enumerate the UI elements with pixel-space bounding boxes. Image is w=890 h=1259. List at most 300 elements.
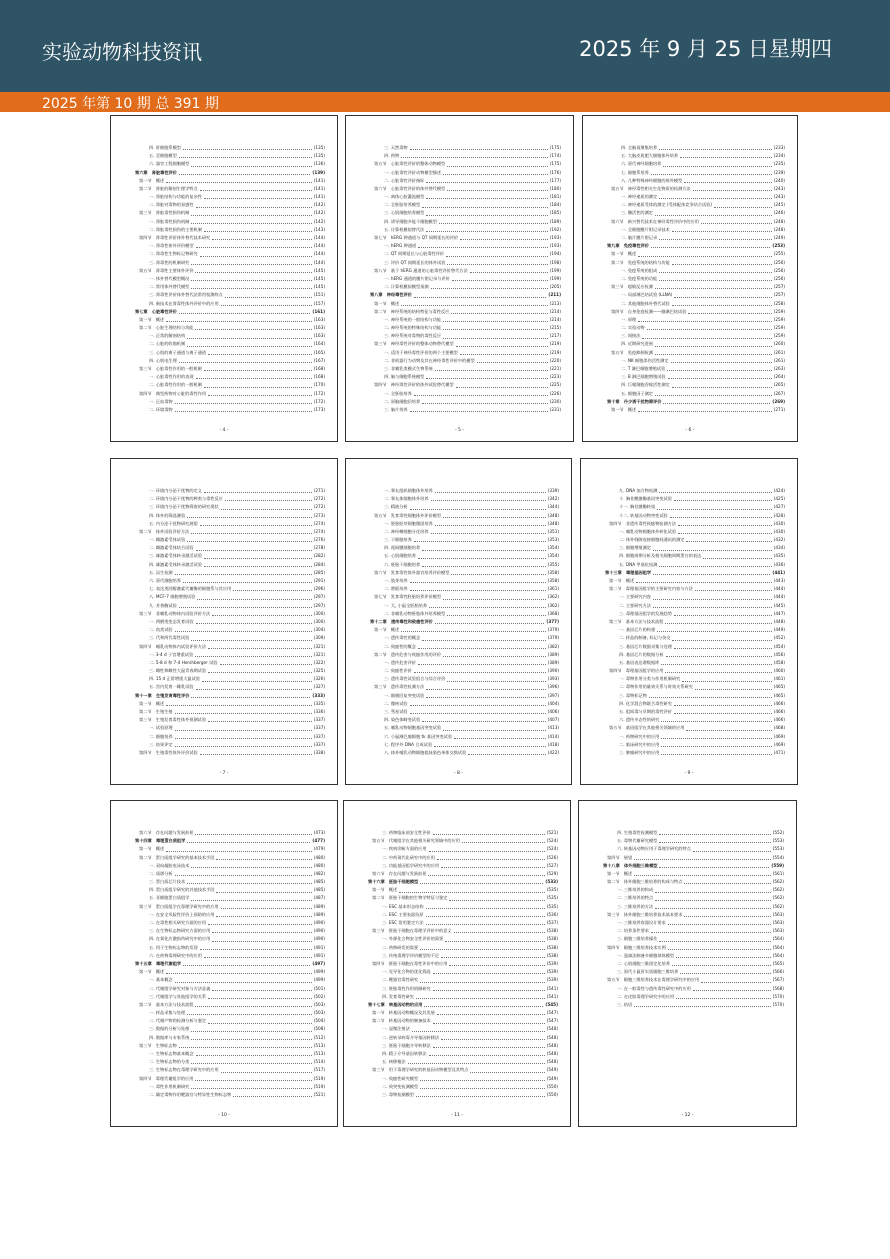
toc-entry-title: 三. 毒理基因组学的发展趋势 — [619, 610, 672, 616]
toc-entry-title: 一. 哺乳动物细胞体外转化试验 — [619, 528, 677, 534]
toc-page-thumbnail — [110, 115, 338, 442]
toc-leader-dots — [693, 851, 771, 852]
toc-entry-title: 三. 蛋白质芯片技术 — [149, 879, 186, 885]
toc-entry-page: (549) — [546, 1067, 558, 1073]
toc-entry — [135, 952, 325, 960]
toc-leader-dots — [179, 607, 312, 608]
toc-leader-dots — [447, 190, 548, 191]
toc-entry — [370, 749, 559, 757]
toc-entry — [370, 193, 561, 201]
toc-leader-dots — [655, 215, 772, 216]
toc-entry — [607, 242, 785, 250]
toc-leader-dots — [208, 354, 312, 355]
toc-entry — [370, 390, 561, 398]
toc-entry-page: (248) — [773, 226, 785, 232]
toc-leader-dots — [195, 329, 311, 330]
toc-entry-page: (407) — [547, 717, 559, 723]
toc-leader-dots — [714, 207, 772, 208]
toc-entry-page: (501) — [313, 985, 325, 991]
toc-entry-title: 一. 神经递质的测定 — [621, 194, 658, 200]
toc-entry-title: 一. 遗传危害评价 — [384, 659, 416, 665]
toc-entry — [135, 692, 325, 700]
toc-entry-page: (325) — [313, 668, 325, 674]
toc-entry-title: 二. 睾丸体细胞体外培养 — [384, 496, 429, 502]
toc-entry — [135, 218, 325, 226]
toc-leader-dots — [166, 705, 312, 706]
toc-entry-title: 第二节 体外试验评价方法 — [139, 528, 190, 534]
toc-entry — [135, 593, 325, 601]
toc-entry — [135, 960, 325, 968]
toc-entry-page: (466) — [773, 717, 785, 723]
toc-leader-dots — [680, 157, 772, 158]
toc-leader-dots — [451, 574, 545, 575]
toc-entry-title: 一. 胚胎胚芽细胞微团培养 — [384, 520, 433, 526]
toc-entry-title: 第二节 神经系统的结构特征与毒性反应 — [374, 308, 450, 314]
toc-entry-title: 三. 心肌的离子通道与离子通道 — [149, 349, 207, 355]
toc-entry-page: (163) — [313, 325, 325, 331]
toc-entry — [368, 1091, 558, 1099]
toc-entry — [370, 626, 559, 634]
toc-entry — [370, 667, 559, 675]
toc-entry — [135, 528, 325, 536]
toc-entry — [607, 169, 785, 177]
toc-entry — [605, 503, 785, 511]
toc-entry — [135, 935, 325, 943]
toc-entry — [370, 152, 561, 160]
toc-entry-page: (326) — [313, 676, 325, 682]
toc-entry-title: 三. 功能基因组学研究中的应用 — [382, 862, 440, 868]
toc-entry — [135, 291, 325, 299]
toc-entry — [135, 927, 325, 935]
toc-entry-page: (145) — [313, 284, 325, 290]
toc-entry — [370, 275, 561, 283]
toc-entry-title: 二. 常用体外替代模型 — [149, 284, 190, 290]
toc-entry — [135, 634, 325, 642]
toc-entry-title: 二. 在毒性相关研究方面的应用 — [149, 920, 207, 926]
toc-entry-title: 第五节 发育毒性细胞体外评价模型 — [374, 512, 442, 518]
toc-entry — [135, 169, 325, 177]
toc-entry-title: 五. 甾生检测 — [149, 569, 173, 575]
toc-leader-dots — [663, 166, 771, 167]
toc-leader-dots — [661, 738, 771, 739]
toc-entry-title: 二. 代谢产物的检测分析与鉴定 — [149, 1018, 207, 1024]
toc-entry-title: 三. 三维培养的方法 — [617, 903, 654, 909]
toc-entry — [607, 308, 785, 316]
toc-entry-page: (563) — [772, 920, 784, 926]
toc-entry — [603, 845, 784, 853]
toc-entry — [135, 210, 325, 218]
toc-entry-title: 第二节 转基因动物的制备技术 — [372, 1018, 431, 1024]
toc-entry-page: (348) — [547, 520, 559, 526]
toc-entry-title: 一. 试验原理 — [149, 725, 173, 731]
toc-entry — [607, 291, 785, 299]
toc-entry-title: 三. 代谢组学与其他组学的关系 — [149, 993, 207, 999]
toc-entry — [368, 886, 558, 894]
toc-entry — [135, 201, 325, 209]
toc-entry — [605, 684, 785, 692]
toc-entry — [368, 878, 558, 886]
toc-entry — [370, 283, 561, 291]
toc-entry-page: (271) — [773, 406, 785, 412]
toc-leader-dots — [659, 149, 772, 150]
toc-entry — [370, 226, 561, 234]
toc-entry-title: 一. 适用于神经毒性评价的两个主要模型 — [384, 349, 458, 355]
toc-entry-title: 二. 毒物作用的量效关系与时效关系研究 — [619, 684, 693, 690]
toc-leader-dots — [653, 599, 772, 600]
toc-entry-page: (257) — [773, 292, 785, 298]
toc-entry-page: (444) — [773, 594, 785, 600]
toc-entry-title: 二. 全胚胎培养模型 — [384, 202, 421, 208]
toc-entry-page: (465) — [773, 684, 785, 690]
toc-entry-title: 一. 三维培养的构成 — [617, 887, 654, 893]
toc-entry-page: (418) — [547, 741, 559, 747]
toc-leader-dots — [443, 329, 548, 330]
toc-entry-title: 三. 胚胎干细胞介导转移法 — [382, 1042, 431, 1048]
toc-entry — [370, 349, 561, 357]
toc-leader-dots — [642, 338, 771, 339]
toc-leader-dots — [422, 640, 546, 641]
toc-leader-dots — [200, 256, 312, 257]
toc-entry-page: (485) — [313, 879, 325, 885]
toc-entry — [368, 854, 558, 862]
toc-leader-dots — [446, 256, 548, 257]
toc-leader-dots — [418, 648, 546, 649]
toc-entry — [135, 870, 325, 878]
toc-entry-page: (548) — [546, 1026, 558, 1032]
toc-entry — [370, 267, 561, 275]
toc-entry-page: (538) — [546, 952, 558, 958]
toc-leader-dots — [426, 198, 547, 199]
toc-entry — [135, 684, 325, 692]
toc-leader-dots — [414, 395, 548, 396]
toc-entry-page: (167) — [313, 357, 325, 363]
toc-leader-dots — [187, 541, 312, 542]
toc-entry-page: (141) — [313, 194, 325, 200]
toc-entry-title: 一. 疾病诊断方面的应用 — [382, 846, 427, 852]
toc-entry-title: 一. 神经系统的一般结构与功能 — [384, 316, 442, 322]
toc-entry — [135, 349, 325, 357]
toc-leader-dots — [191, 215, 311, 216]
toc-entry-page: (291) — [313, 578, 325, 584]
toc-entry-page: (337) — [313, 733, 325, 739]
toc-entry-title: 七. 细胞系培养 — [621, 169, 649, 175]
toc-leader-dots — [426, 916, 545, 917]
toc-entry — [135, 503, 325, 511]
toc-entry-page: (526) — [546, 854, 558, 860]
toc-entry-page: (541) — [546, 993, 558, 999]
toc-entry-title: 七. 程序外 DNA 合成试验 — [384, 741, 433, 747]
toc-entry — [135, 911, 325, 919]
toc-entry-title: 三. 生物标志物在毒理学研究中的应用 — [149, 1067, 219, 1073]
toc-entry-title: 四. 脑与细胞系统模型 — [384, 374, 425, 380]
toc-entry-title: 第一节 概述 — [374, 627, 400, 633]
toc-entry-title: 第六节 新兴替代技术在神经毒性评价中的应用 — [611, 218, 699, 224]
toc-entry-page: (164) — [313, 341, 325, 347]
publication-date: 2025 年 9 月 25 日星期四 — [579, 37, 832, 61]
toc-leader-dots — [454, 738, 546, 739]
toc-entry — [135, 886, 325, 894]
toc-entry-page: (337) — [313, 725, 325, 731]
toc-leader-dots — [674, 297, 771, 298]
toc-entry-page: (193) — [549, 235, 561, 241]
toc-leader-dots — [449, 900, 544, 901]
toc-leader-dots — [668, 924, 771, 925]
toc-entry-title: 第三节 用于毒理学研究的转基因动物模型及其特点 — [372, 1067, 469, 1073]
toc-entry — [135, 749, 325, 757]
toc-leader-dots — [695, 689, 772, 690]
toc-entry — [135, 300, 325, 308]
toc-entry-title: 第五节 神经毒性相关生化物质的检测方法 — [611, 185, 691, 191]
toc-entry-title: 第十三章 毒理基因组学 — [605, 569, 652, 575]
toc-entry-page: (449) — [773, 627, 785, 633]
toc-entry-title: 五. 计算机模拟替代法 — [384, 226, 425, 232]
toc-entry — [135, 398, 325, 406]
toc-entry-title: 三. 细胞三维培养操作 — [617, 936, 658, 942]
toc-entry-page: (548) — [546, 1051, 558, 1057]
toc-entry — [135, 1001, 325, 1009]
toc-leader-dots — [414, 541, 546, 542]
toc-entry — [135, 1075, 325, 1083]
toc-entry-page: (135) — [313, 153, 325, 159]
toc-entry-page: (180) — [549, 185, 561, 191]
toc-leader-dots — [412, 1031, 545, 1032]
toc-leader-dots — [443, 174, 548, 175]
toc-entry-list — [605, 487, 785, 757]
toc-entry-page: (499) — [313, 977, 325, 983]
toc-entry — [603, 952, 784, 960]
toc-entry-page: (219) — [549, 349, 561, 355]
toc-leader-dots — [672, 264, 772, 265]
toc-leader-dots — [665, 672, 771, 673]
toc-entry-page: (527) — [546, 862, 558, 868]
toc-leader-dots — [426, 924, 545, 925]
toc-entry-page: (552) — [772, 829, 784, 835]
toc-leader-dots — [668, 378, 772, 379]
toc-leader-dots — [678, 525, 772, 526]
toc-entry-page: (563) — [772, 911, 784, 917]
toc-leader-dots — [456, 387, 548, 388]
toc-page-thumbnail — [345, 458, 572, 785]
toc-leader-dots — [672, 387, 772, 388]
toc-leader-dots — [470, 272, 548, 273]
toc-entry-page: (456) — [773, 651, 785, 657]
toc-entry — [607, 160, 785, 168]
toc-entry-title: 三. 间接法 — [621, 333, 641, 339]
toc-entry-page: (480) — [313, 862, 325, 868]
toc-entry — [135, 667, 325, 675]
toc-entry-page: (139) — [312, 169, 325, 175]
toc-leader-dots — [212, 239, 312, 240]
toc-entry-title: 三. B 淋巴细胞增殖试验 — [621, 374, 666, 380]
toc-entry — [370, 585, 559, 593]
toc-leader-dots — [441, 957, 545, 958]
toc-entry-page: (145) — [313, 267, 325, 273]
toc-entry — [135, 332, 325, 340]
toc-entry-page: (441) — [772, 569, 785, 575]
toc-entry-page: (145) — [313, 275, 325, 281]
toc-page-thumbnail — [345, 115, 574, 442]
toc-leader-dots — [204, 198, 312, 199]
toc-leader-dots — [187, 517, 312, 518]
toc-leader-dots — [422, 207, 548, 208]
toc-entry-title: 一. 肾脏结构与功能的复杂性 — [149, 194, 202, 200]
toc-leader-dots — [233, 590, 312, 591]
toc-entry-page: (497) — [312, 960, 325, 966]
toc-entry — [605, 561, 785, 569]
toc-entry-page: (396) — [547, 684, 559, 690]
toc-entry — [603, 985, 784, 993]
page-number: - 6 - — [685, 428, 695, 433]
toc-leader-dots — [672, 231, 772, 232]
toc-entry-page: (213) — [549, 300, 561, 306]
toc-entry — [370, 675, 559, 683]
toc-entry — [603, 927, 784, 935]
toc-leader-dots — [661, 664, 771, 665]
toc-entry-title: 第二节 体外细胞三维培养的构成与特点 — [607, 879, 683, 885]
toc-leader-dots — [638, 321, 772, 322]
toc-entry-page: (553) — [772, 838, 784, 844]
toc-entry-title: 二. 计算机模拟模型预测 — [384, 284, 429, 290]
toc-entry-title: 一. 心脏毒性作用的表现 — [149, 374, 194, 380]
toc-page-thumbnail — [110, 458, 338, 785]
toc-entry-title: 四. 药物 — [384, 153, 400, 159]
toc-entry-title: 三. 胚胎毒性作用机制研究 — [382, 985, 431, 991]
toc-entry — [605, 667, 785, 675]
toc-entry — [370, 242, 561, 250]
toc-entry — [605, 593, 785, 601]
toc-entry — [370, 741, 559, 749]
toc-entry — [605, 585, 785, 593]
toc-leader-dots — [420, 982, 545, 983]
toc-leader-dots — [414, 297, 547, 298]
toc-leader-dots — [187, 883, 312, 884]
page-number: - 10 - — [218, 1113, 230, 1118]
toc-entry-page: (199) — [549, 267, 561, 273]
toc-entry-title: 第三节 肾脏毒性损伤机制 — [139, 210, 190, 216]
toc-entry — [368, 952, 558, 960]
toc-entry — [603, 854, 784, 862]
toc-entry — [607, 234, 785, 242]
toc-entry-page: (217) — [549, 333, 561, 339]
toc-entry — [603, 895, 784, 903]
toc-leader-dots — [462, 842, 545, 843]
toc-entry-page: (142) — [313, 218, 325, 224]
toc-entry — [370, 291, 561, 299]
toc-leader-dots — [667, 370, 771, 371]
toc-entry-page: (233) — [773, 144, 785, 150]
toc-entry — [607, 406, 785, 414]
toc-entry-page: (485) — [313, 887, 325, 893]
toc-entry — [370, 373, 561, 381]
toc-entry-page: (469) — [773, 741, 785, 747]
toc-entry — [135, 152, 325, 160]
toc-entry — [135, 741, 325, 749]
toc-entry-page: (348) — [547, 512, 559, 518]
toc-entry-page: (259) — [773, 325, 785, 331]
toc-entry-title: 二. 免疫系统的功能 — [621, 275, 658, 281]
toc-entry-title: 二. 原脑细胞层培养 — [384, 398, 421, 404]
toc-entry-page: (362) — [547, 594, 559, 600]
toc-entry-title: 四. 生殖毒性检测模型 — [617, 829, 658, 835]
toc-entry-page: (354) — [547, 545, 559, 551]
toc-entry — [135, 561, 325, 569]
toc-entry — [370, 316, 561, 324]
toc-entry-page: (533) — [545, 879, 558, 885]
toc-leader-dots — [191, 288, 311, 289]
toc-entry — [368, 829, 558, 837]
toc-leader-dots — [468, 754, 546, 755]
toc-entry — [370, 634, 559, 642]
toc-entry-title: 二. 腭板培养 — [384, 586, 408, 592]
toc-leader-dots — [655, 395, 772, 396]
toc-leader-dots — [447, 264, 547, 265]
toc-leader-dots — [693, 990, 771, 991]
toc-entry-title: 第三节 基本方法与技术流程 — [609, 618, 664, 624]
toc-entry — [605, 553, 785, 561]
toc-leader-dots — [195, 834, 311, 835]
page-number: - 8 - — [454, 771, 463, 776]
toc-entry-page: (465) — [773, 692, 785, 698]
toc-entry-title: 第四节 神经毒性评价的体外试验替代模型 — [374, 382, 454, 388]
toc-entry-page: (435) — [773, 553, 785, 559]
toc-entry — [607, 316, 785, 324]
toc-leader-dots — [216, 859, 311, 860]
toc-entry-page: (337) — [313, 717, 325, 723]
toc-leader-dots — [200, 754, 312, 755]
toc-leader-dots — [401, 305, 548, 306]
toc-entry-title: 二. 微核试验 — [384, 700, 408, 706]
toc-leader-dots — [426, 908, 545, 909]
toc-entry — [135, 308, 325, 316]
toc-entry — [603, 862, 784, 870]
toc-entry — [135, 316, 325, 324]
toc-leader-dots — [408, 1063, 545, 1064]
page-number: - 5 - — [455, 428, 464, 433]
toc-entry-page: (479) — [313, 846, 325, 852]
toc-entry-page: (172) — [313, 390, 325, 396]
toc-leader-dots — [175, 730, 312, 731]
toc-entry-title: 二. 致突变检测模型 — [382, 1083, 419, 1089]
toc-entry — [135, 520, 325, 528]
toc-leader-dots — [175, 631, 312, 632]
toc-entry-title: 一. 肾脏毒性损伤机制 — [149, 218, 190, 224]
toc-leader-dots — [175, 875, 312, 876]
toc-leader-dots — [477, 362, 548, 363]
toc-entry — [605, 618, 785, 626]
toc-entry-list — [607, 144, 785, 414]
toc-leader-dots — [422, 566, 546, 567]
toc-entry — [135, 193, 325, 201]
toc-leader-dots — [674, 713, 772, 714]
toc-entry-page: (414) — [547, 733, 559, 739]
toc-leader-dots — [191, 640, 311, 641]
toc-entry-title: 一. 悬滴法制备多细胞球体模型 — [617, 952, 675, 958]
toc-leader-dots — [200, 525, 312, 526]
toc-entry — [605, 741, 785, 749]
toc-entry-title: 第三节 蛋白质组学在毒理学研究中的应用 — [139, 903, 219, 909]
toc-entry-page: (285) — [313, 569, 325, 575]
toc-leader-dots — [674, 705, 772, 706]
toc-entry — [368, 903, 558, 911]
toc-leader-dots — [443, 599, 546, 600]
toc-entry-page: (461) — [773, 676, 785, 682]
toc-entry-page: (444) — [773, 586, 785, 592]
toc-entry-page: (174) — [549, 153, 561, 159]
toc-leader-dots — [179, 362, 312, 363]
toc-entry-page: (261) — [773, 357, 785, 363]
toc-entry — [135, 724, 325, 732]
toc-entry-title: 第五节 细胞三维培养技术在毒理学研究中的应用 — [607, 977, 700, 983]
